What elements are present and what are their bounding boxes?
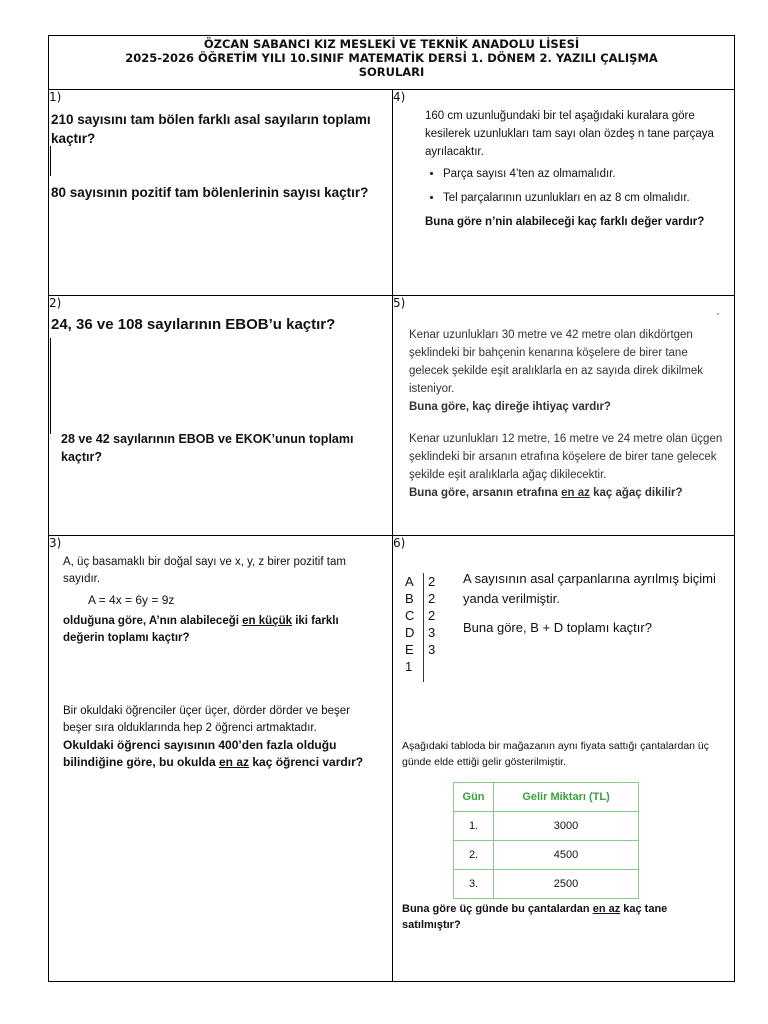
row-divider-2 [49, 535, 734, 536]
sales-table [453, 782, 639, 899]
question-5a-text: Kenar uzunlukları 30 metre ve 42 metre olan dikdörtgen şeklindeki bir bahçenin kenarına köşelere de birer tane gelecek şekilde eşit aralıklarla en az sayıda direk dikilmek isteniyor. [409, 329, 704, 395]
factor-prime: 3 [428, 625, 436, 640]
question-6-text: A sayısının asal çarpanlarına ayrılmış biçimi yanda verilmiştir. [463, 571, 716, 606]
factor-letter: A [405, 574, 414, 589]
question-3b-question: Okuldaki öğrenci sayısının 400’den fazla olduğu bilindiğine göre, bu okulda en az kaç öğrenci vardır? [63, 738, 364, 769]
table-row [454, 870, 639, 899]
question-1a-text: 210 sayısını tam bölen farklı asal sayıların toplamı kaçtır? [51, 112, 371, 146]
question-3-intro: A, üç basamaklı bir doğal sayı ve x, y, z birer pozitif tam sayıdır. [63, 556, 346, 585]
question-6b-question: Buna göre üç günde bu çantalardan en az kaç tane satılmıştır? [402, 903, 668, 931]
question-6-number: 6) [393, 536, 406, 550]
question-5-number: 5) [393, 296, 406, 310]
exam-title: 2025-2026 ÖĞRETİM YILI 10.SINIF MATEMATİK DERSİ 1. DÖNEM 2. YAZILI ÇALIŞMA [125, 51, 658, 65]
factor-divider [423, 573, 424, 682]
factor-prime: 3 [428, 642, 436, 657]
question-6b-intro: Aşağıdaki tabloda bir mağazanın aynı fiyata sattığı çantalardan üç günde elde ettiği gelir gösterilmiştir. [402, 740, 710, 768]
factor-prime: 2 [428, 591, 436, 606]
question-4-intro: 160 cm uzunluğundaki bir tel aşağıdaki kuralara göre kesilerek uzunlukları tam sayı olan özdeş n tane parçaya ayrılacaktır. [425, 110, 714, 158]
factor-letter: E [405, 642, 414, 657]
question-6-question: Buna göre, B + D toplamı kaçtır? [463, 620, 652, 635]
table-cell: 3000 [494, 812, 639, 841]
question-4-question: Buna göre n’nin alabileceği kaç farklı değer vardır? [425, 216, 705, 228]
question-5-body [409, 326, 729, 502]
worksheet [48, 35, 735, 982]
table-header: Gün [454, 783, 494, 812]
question-6-body [463, 569, 733, 638]
scan-dot [717, 313, 719, 315]
factor-letters [405, 573, 419, 675]
question-4-rule-2: • Tel parçalarının uzunlukları en az 8 cm olmalıdır. [443, 189, 731, 207]
question-1-number: 1) [49, 90, 62, 104]
table-header-row [454, 783, 639, 812]
factor-primes [428, 573, 442, 658]
table-cell: 1. [454, 812, 494, 841]
text-cursor [50, 146, 51, 176]
question-2-number: 2) [49, 296, 62, 310]
table-cell: 2500 [494, 870, 639, 899]
text-cursor [50, 338, 51, 434]
question-2a-text: 24, 36 ve 108 sayılarının EBOB’u kaçtır? [51, 316, 336, 333]
question-4-number: 4) [393, 90, 406, 104]
exam-title-cont: SORULARI [358, 65, 425, 79]
worksheet-header [49, 36, 734, 90]
question-4-body [425, 107, 731, 231]
question-3-equation: A = 4x = 6y = 9z [88, 593, 175, 607]
question-3b-body [63, 703, 379, 771]
factor-letter: 1 [405, 659, 413, 674]
factor-prime: 2 [428, 608, 436, 623]
question-3-question: olduğuna göre, A’nın alabileceği en küçük iki farklı değerin toplamı kaçtır? [63, 615, 339, 644]
question-5b-question: Buna göre, arsanın etrafına en az kaç ağaç dikilir? [409, 487, 683, 499]
table-row [454, 812, 639, 841]
table-header: Gelir Miktarı (TL) [494, 783, 639, 812]
question-4-rules [425, 165, 731, 207]
question-3-body [63, 554, 379, 647]
table-cell: 4500 [494, 841, 639, 870]
question-3-number: 3) [49, 536, 62, 550]
factor-letter: D [405, 625, 415, 640]
table-cell: 3. [454, 870, 494, 899]
table-row [454, 841, 639, 870]
question-2b-text: 28 ve 42 sayılarının EBOB ve EKOK’unun toplamı kaçtır? [61, 432, 354, 464]
row-divider-1 [49, 295, 734, 296]
factor-letter: B [405, 591, 414, 606]
question-4-rule-1: • Parça sayısı 4’ten az olmamalıdır. [443, 165, 731, 183]
factor-prime: 2 [428, 574, 436, 589]
question-1b-text: 80 sayısının pozitif tam bölenlerinin sayısı kaçtır? [51, 185, 369, 200]
question-5b-text: Kenar uzunlukları 12 metre, 16 metre ve 24 metre olan üçgen şeklindeki bir arsanın etrafına köşelere de birer tane gelecek şekilde eşit aralıklarla ağaç dikilecektir. [409, 433, 723, 481]
question-5a-question: Buna göre, kaç direğe ihtiyaç vardır? [409, 401, 611, 413]
table-cell: 2. [454, 841, 494, 870]
question-3b-intro: Bir okuldaki öğrenciler üçer üçer, dörder dörder ve beşer beşer sıra olduklarında hep 2 öğrenci artmaktadır. [63, 705, 351, 734]
factor-letter: C [405, 608, 415, 623]
school-name: ÖZCAN SABANCI KIZ MESLEKİ VE TEKNİK ANADOLU LİSESİ [203, 37, 580, 51]
